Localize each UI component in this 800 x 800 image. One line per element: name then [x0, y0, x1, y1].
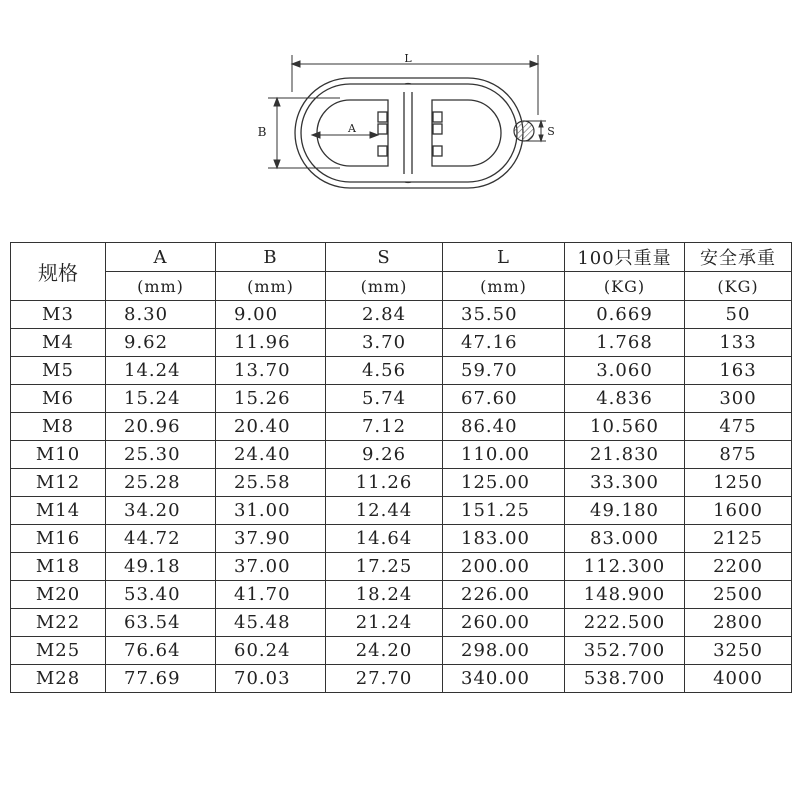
b-cell: 60.24 [216, 637, 326, 665]
load-cell: 163 [685, 357, 792, 385]
l-cell: 125.00 [443, 469, 565, 497]
a-cell: 63.54 [106, 609, 216, 637]
header-row-names [11, 243, 792, 272]
load-cell: 2125 [685, 525, 792, 553]
column-unit: (KG) [565, 272, 685, 301]
weight-cell: 148.900 [565, 581, 685, 609]
weight-cell: 10.560 [565, 413, 685, 441]
table-row [11, 357, 792, 385]
weight-cell: 112.300 [565, 553, 685, 581]
spec-cell: M18 [11, 553, 106, 581]
dimension-A [312, 132, 378, 138]
weight-cell: 222.500 [565, 609, 685, 637]
load-cell: 2500 [685, 581, 792, 609]
column-unit: (mm) [443, 272, 565, 301]
load-cell: 50 [685, 301, 792, 329]
l-cell: 183.00 [443, 525, 565, 553]
a-cell: 25.30 [106, 441, 216, 469]
s-cell: 21.24 [326, 609, 443, 637]
s-cell: 3.70 [326, 329, 443, 357]
column-header: B [216, 243, 326, 272]
l-cell: 226.00 [443, 581, 565, 609]
s-cell: 5.74 [326, 385, 443, 413]
l-cell: 59.70 [443, 357, 565, 385]
l-cell: 260.00 [443, 609, 565, 637]
weight-cell: 1.768 [565, 329, 685, 357]
table-row [11, 525, 792, 553]
label-L: L [404, 52, 412, 65]
a-cell: 77.69 [106, 665, 216, 693]
header-row-units [11, 272, 792, 301]
b-cell: 37.00 [216, 553, 326, 581]
spec-header: 规格 [11, 243, 106, 301]
weight-cell: 0.669 [565, 301, 685, 329]
a-cell: 44.72 [106, 525, 216, 553]
table-row [11, 609, 792, 637]
weight-cell: 49.180 [565, 497, 685, 525]
spec-cell: M3 [11, 301, 106, 329]
a-cell: 34.20 [106, 497, 216, 525]
table-body [11, 243, 792, 693]
column-header: L [443, 243, 565, 272]
a-cell: 25.28 [106, 469, 216, 497]
b-cell: 41.70 [216, 581, 326, 609]
load-cell: 475 [685, 413, 792, 441]
column-header: S [326, 243, 443, 272]
table-row [11, 413, 792, 441]
table-row [11, 553, 792, 581]
column-unit: (mm) [326, 272, 443, 301]
a-cell: 76.64 [106, 637, 216, 665]
b-cell: 45.48 [216, 609, 326, 637]
spec-cell: M28 [11, 665, 106, 693]
column-header: A [106, 243, 216, 272]
l-cell: 151.25 [443, 497, 565, 525]
spec-cell: M8 [11, 413, 106, 441]
weight-cell: 83.000 [565, 525, 685, 553]
weight-cell: 21.830 [565, 441, 685, 469]
l-cell: 35.50 [443, 301, 565, 329]
s-cell: 17.25 [326, 553, 443, 581]
spec-cell: M22 [11, 609, 106, 637]
load-cell: 875 [685, 441, 792, 469]
column-unit: (mm) [106, 272, 216, 301]
a-cell: 49.18 [106, 553, 216, 581]
l-cell: 110.00 [443, 441, 565, 469]
spec-cell: M14 [11, 497, 106, 525]
load-cell: 2200 [685, 553, 792, 581]
load-cell: 300 [685, 385, 792, 413]
label-A: A [348, 122, 356, 135]
spec-cell: M4 [11, 329, 106, 357]
weight-cell: 538.700 [565, 665, 685, 693]
swivel-ring-diagram [0, 0, 800, 240]
table-row [11, 385, 792, 413]
a-cell: 14.24 [106, 357, 216, 385]
spec-cell: M5 [11, 357, 106, 385]
load-cell: 3250 [685, 637, 792, 665]
b-cell: 13.70 [216, 357, 326, 385]
right-loop [408, 78, 523, 188]
column-unit: (mm) [216, 272, 326, 301]
l-cell: 67.60 [443, 385, 565, 413]
table-row [11, 497, 792, 525]
spec-cell: M25 [11, 637, 106, 665]
s-cell: 4.56 [326, 357, 443, 385]
b-cell: 9.00 [216, 301, 326, 329]
label-S: S [547, 125, 555, 138]
l-cell: 47.16 [443, 329, 565, 357]
spec-cell: M6 [11, 385, 106, 413]
specification-table [10, 242, 792, 693]
l-cell: 298.00 [443, 637, 565, 665]
b-cell: 24.40 [216, 441, 326, 469]
b-cell: 31.00 [216, 497, 326, 525]
b-cell: 20.40 [216, 413, 326, 441]
column-header: 安全承重 [685, 243, 792, 272]
b-cell: 15.26 [216, 385, 326, 413]
center-post [404, 83, 412, 182]
s-cell: 7.12 [326, 413, 443, 441]
dimension-L [292, 55, 538, 115]
s-cell: 11.26 [326, 469, 443, 497]
column-unit: (KG) [685, 272, 792, 301]
b-cell: 70.03 [216, 665, 326, 693]
table-row [11, 665, 792, 693]
s-cell: 12.44 [326, 497, 443, 525]
weight-cell: 4.836 [565, 385, 685, 413]
a-cell: 9.62 [106, 329, 216, 357]
s-cell: 24.20 [326, 637, 443, 665]
l-cell: 340.00 [443, 665, 565, 693]
s-cell: 2.84 [326, 301, 443, 329]
load-cell: 1600 [685, 497, 792, 525]
weight-cell: 3.060 [565, 357, 685, 385]
column-header: 100只重量 [565, 243, 685, 272]
spec-cell: M20 [11, 581, 106, 609]
a-cell: 53.40 [106, 581, 216, 609]
spec-cell: M10 [11, 441, 106, 469]
load-cell: 4000 [685, 665, 792, 693]
wire-cross-section [514, 121, 534, 141]
dimension-B [268, 98, 340, 168]
s-cell: 9.26 [326, 441, 443, 469]
b-cell: 37.90 [216, 525, 326, 553]
spec-cell: M12 [11, 469, 106, 497]
b-cell: 11.96 [216, 329, 326, 357]
spec-cell: M16 [11, 525, 106, 553]
a-cell: 20.96 [106, 413, 216, 441]
table-row [11, 581, 792, 609]
s-cell: 14.64 [326, 525, 443, 553]
load-cell: 133 [685, 329, 792, 357]
table-row [11, 637, 792, 665]
table-row [11, 329, 792, 357]
s-cell: 18.24 [326, 581, 443, 609]
l-cell: 200.00 [443, 553, 565, 581]
s-cell: 27.70 [326, 665, 443, 693]
weight-cell: 33.300 [565, 469, 685, 497]
b-cell: 25.58 [216, 469, 326, 497]
table-row [11, 469, 792, 497]
label-B: B [257, 125, 267, 139]
a-cell: 8.30 [106, 301, 216, 329]
weight-cell: 352.700 [565, 637, 685, 665]
load-cell: 2800 [685, 609, 792, 637]
a-cell: 15.24 [106, 385, 216, 413]
table-row [11, 301, 792, 329]
table-row [11, 441, 792, 469]
l-cell: 86.40 [443, 413, 565, 441]
load-cell: 1250 [685, 469, 792, 497]
